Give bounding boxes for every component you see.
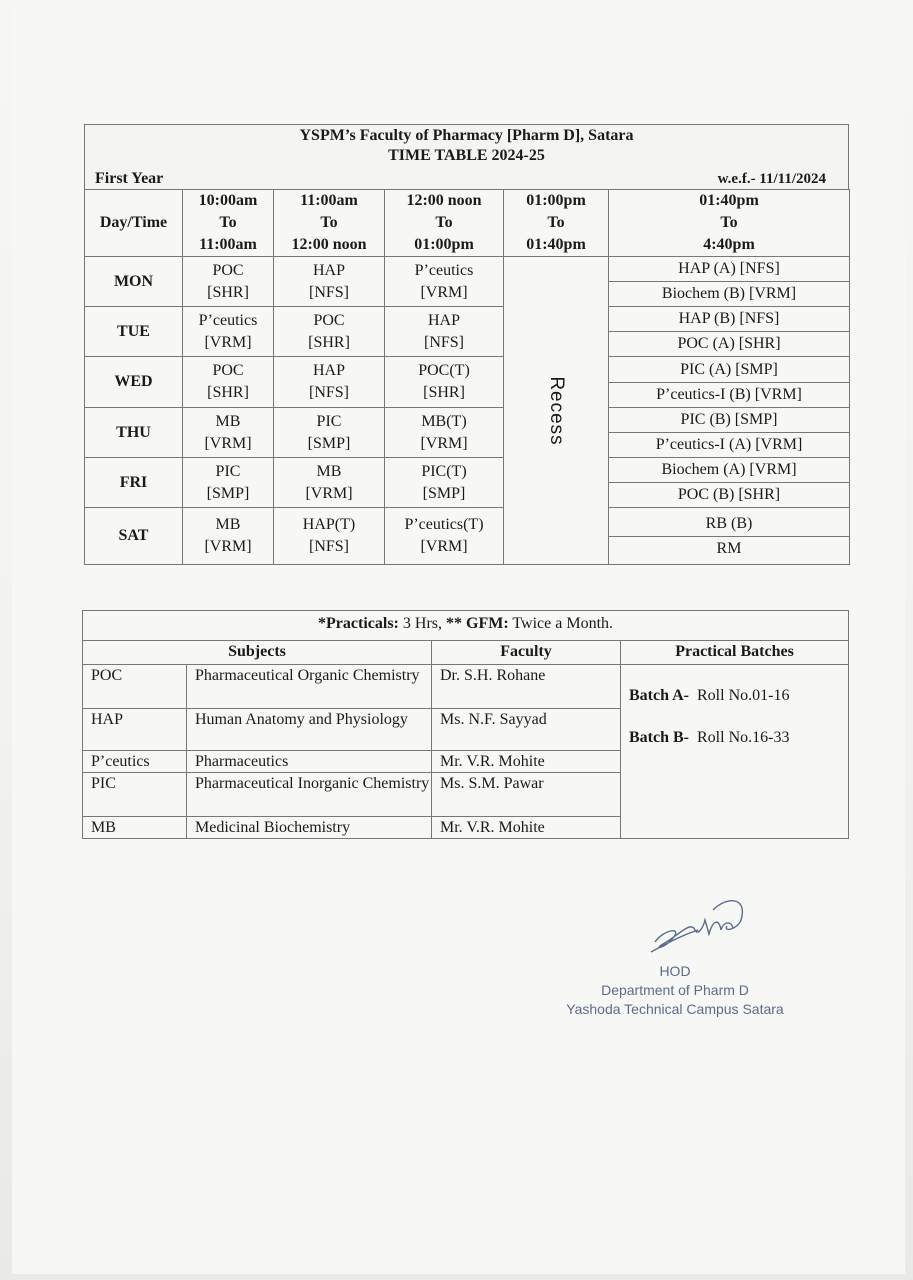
class-cell: MB(T) [VRM]	[385, 408, 504, 458]
effective-date: w.e.f.- 11/11/2024	[717, 171, 826, 187]
timetable-grid	[84, 189, 850, 565]
batches-header: Practical Batches	[621, 641, 849, 665]
day-cell: SAT	[85, 508, 183, 565]
class-cell: HAP [NFS]	[274, 257, 385, 307]
practical-cell: Biochem (A) [VRM] POC (B) [SHR]	[609, 458, 850, 508]
subjects-header: Subjects	[83, 641, 432, 665]
signature-scribble	[643, 890, 753, 960]
signature-role: HOD	[659, 963, 691, 979]
batch-b: Batch B- Roll No.16-33	[629, 729, 790, 746]
slot-header: 11:00am To 12:00 noon	[274, 190, 385, 257]
practicals-note: *Practicals: 3 Hrs, ** GFM: Twice a Month.	[83, 611, 849, 641]
signature-department: Department of Pharm D	[601, 982, 749, 998]
faculty-name: Mr. V.R. Mohite	[432, 751, 621, 773]
subject-code: PIC	[83, 773, 187, 817]
daytime-header: Day/Time	[85, 190, 183, 257]
practical-cell: RB (B) RM	[609, 508, 850, 565]
faculty-name: Dr. S.H. Rohane	[432, 665, 621, 709]
class-cell: HAP(T) [NFS]	[274, 508, 385, 565]
class-cell: POC [SHR]	[274, 307, 385, 357]
subject-name: Human Anatomy and Physiology	[187, 709, 432, 751]
class-cell: HAP [NFS]	[385, 307, 504, 357]
class-cell: POC(T) [SHR]	[385, 357, 504, 408]
institution-title: YSPM’s Faculty of Pharmacy [Pharm D], Satara	[299, 127, 634, 144]
subject-name: Pharmaceutical Inorganic Chemistry	[187, 773, 432, 817]
table-row	[85, 508, 850, 565]
day-cell: TUE	[85, 307, 183, 357]
day-cell: MON	[85, 257, 183, 307]
class-cell: P’ceutics [VRM]	[183, 307, 274, 357]
timetable-title: TIME TABLE 2024-25	[388, 147, 545, 164]
class-cell: P’ceutics [VRM]	[385, 257, 504, 307]
class-cell: POC [SHR]	[183, 357, 274, 408]
subject-name: Medicinal Biochemistry	[187, 817, 432, 839]
slot-header: 01:40pm To 4:40pm	[609, 190, 850, 257]
faculty-header: Faculty	[432, 641, 621, 665]
time-header-row	[85, 190, 850, 257]
table-row	[83, 665, 849, 709]
timetable	[84, 124, 849, 565]
table-row	[85, 307, 850, 357]
faculty-name: Ms. N.F. Sayyad	[432, 709, 621, 751]
subject-code: POC	[83, 665, 187, 709]
signature-text	[545, 962, 805, 1019]
recess-cell: Recess	[504, 257, 609, 565]
subject-name: Pharmaceutical Organic Chemistry	[187, 665, 432, 709]
practical-cell: PIC (A) [SMP] P’ceutics-I (B) [VRM]	[609, 357, 850, 408]
subjects-header-row	[83, 641, 849, 665]
class-cell: PIC [SMP]	[274, 408, 385, 458]
class-cell: PIC [SMP]	[183, 458, 274, 508]
slot-header: 12:00 noon To 01:00pm	[385, 190, 504, 257]
class-cell: HAP [NFS]	[274, 357, 385, 408]
table-row	[85, 357, 850, 408]
slot-header: 10:00am To 11:00am	[183, 190, 274, 257]
subject-code: HAP	[83, 709, 187, 751]
class-cell: MB [VRM]	[183, 408, 274, 458]
slot-header: 01:00pm To 01:40pm	[504, 190, 609, 257]
batch-a: Batch A- Roll No.01-16	[629, 687, 790, 704]
day-cell: THU	[85, 408, 183, 458]
practical-cell: HAP (B) [NFS] POC (A) [SHR]	[609, 307, 850, 357]
subjects-section	[82, 610, 848, 839]
practical-batches	[621, 665, 849, 839]
signature-campus: Yashoda Technical Campus Satara	[566, 1001, 784, 1017]
timetable-header	[84, 124, 849, 189]
faculty-name: Ms. S.M. Pawar	[432, 773, 621, 817]
class-cell: P’ceutics(T) [VRM]	[385, 508, 504, 565]
subjects-table	[82, 610, 849, 839]
day-cell: WED	[85, 357, 183, 408]
table-row	[85, 408, 850, 458]
subject-code: MB	[83, 817, 187, 839]
class-cell: PIC(T) [SMP]	[385, 458, 504, 508]
class-cell: MB [VRM]	[183, 508, 274, 565]
class-cell: POC [SHR]	[183, 257, 274, 307]
subject-code: P’ceutics	[83, 751, 187, 773]
practical-cell: PIC (B) [SMP] P’ceutics-I (A) [VRM]	[609, 408, 850, 458]
practical-cell: HAP (A) [NFS] Biochem (B) [VRM]	[609, 257, 850, 307]
table-row	[85, 458, 850, 508]
class-cell: MB [VRM]	[274, 458, 385, 508]
faculty-name: Mr. V.R. Mohite	[432, 817, 621, 839]
day-cell: FRI	[85, 458, 183, 508]
table-row	[85, 257, 850, 307]
year-label: First Year	[95, 170, 164, 187]
subject-name: Pharmaceutics	[187, 751, 432, 773]
practicals-note-row	[83, 611, 849, 641]
